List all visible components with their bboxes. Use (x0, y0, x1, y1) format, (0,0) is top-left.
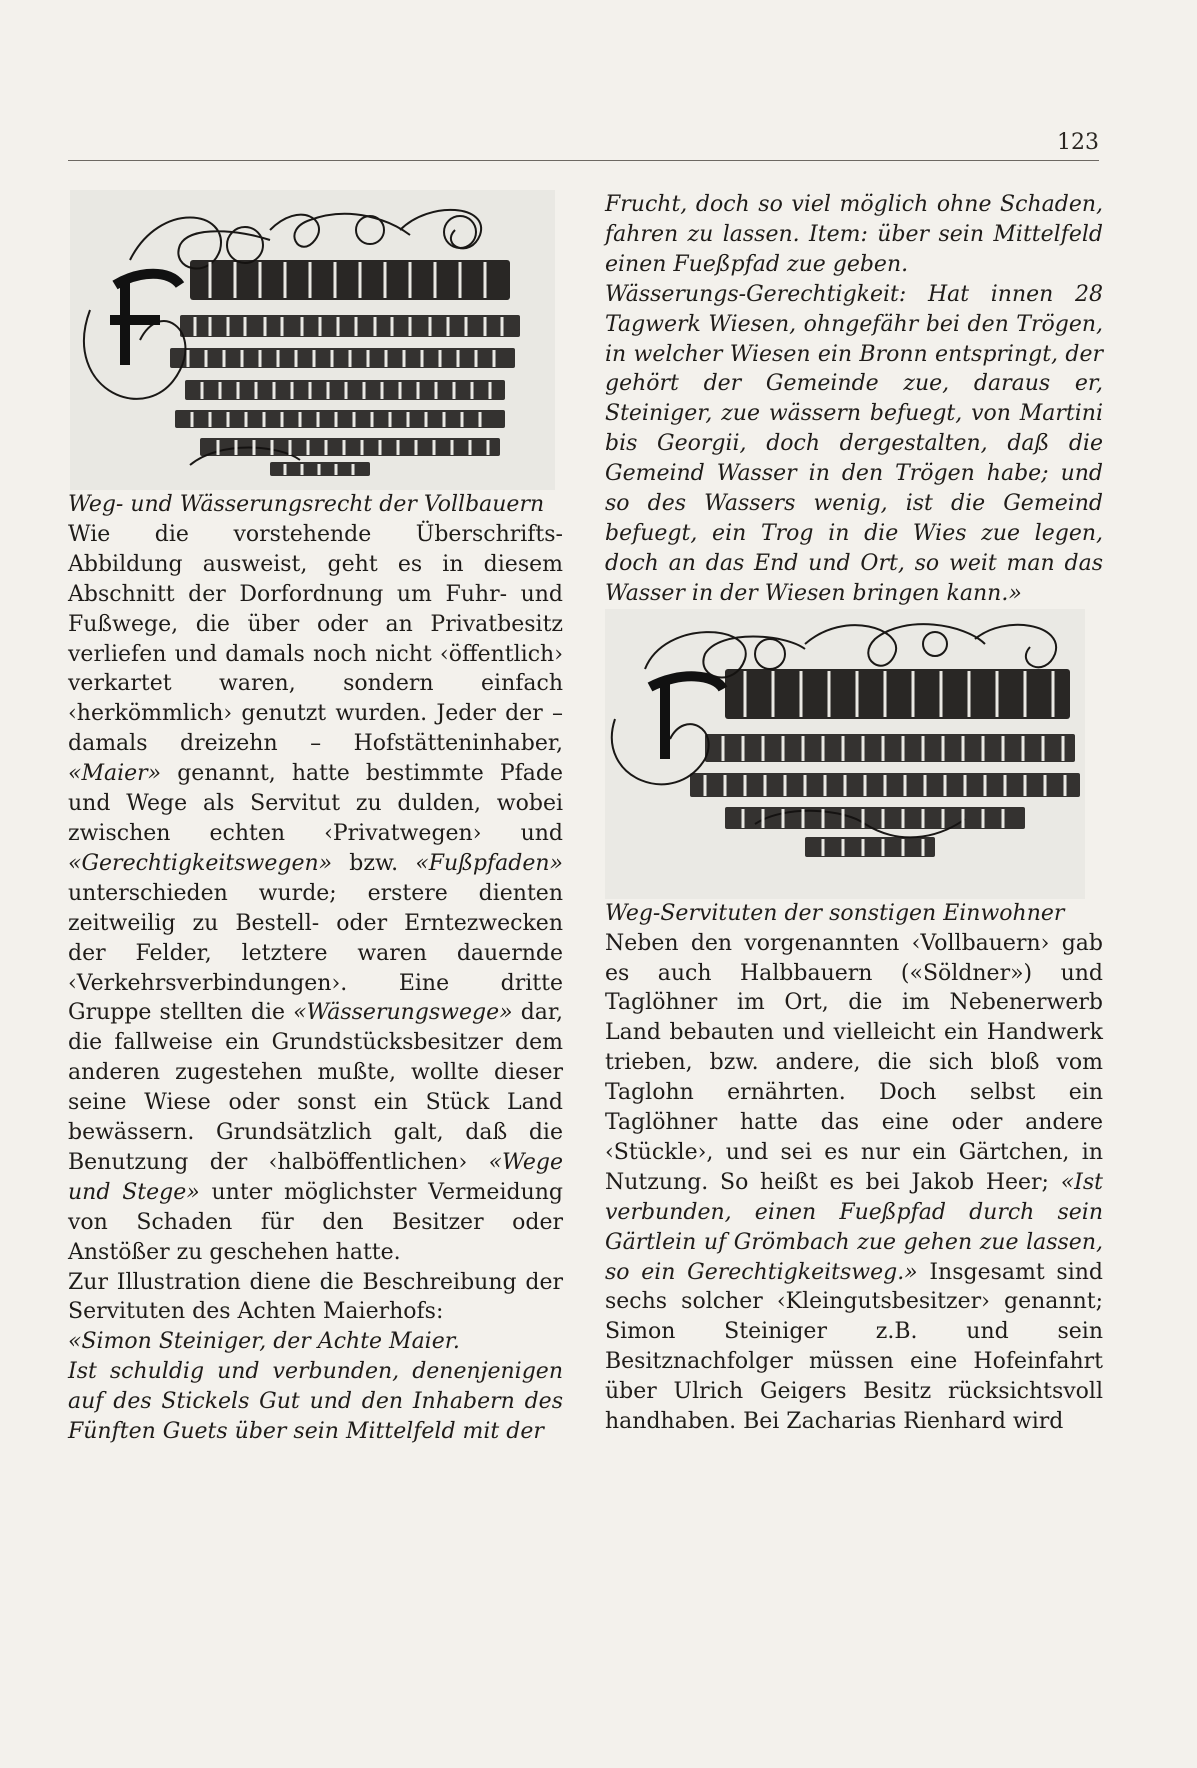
quote-continuation: Frucht, doch so viel möglich ohne Schaden, fahren zu lassen. Item: über sein Mittelfeld einen Fueßpfad zue geben. (605, 192, 1103, 277)
calligraphy-illustration-2 (605, 609, 1085, 899)
blackletter-heading-image-2 (605, 609, 1085, 899)
emphasis-fusspfaden: «Fußpfaden» (415, 850, 563, 876)
right-column (605, 190, 1103, 1437)
left-column (68, 190, 563, 1447)
figure-caption-2: Weg-Servituten der sonstigen Einwohner (605, 900, 1065, 926)
blackletter-heading-image-1 (70, 190, 555, 490)
emphasis-heer-quote: «Ist verbunden, einen Fueßpfad durch sein Gärtlein uf Grömbach zue gehen zue lassen, so ein Gerechtigkeitsweg.» (605, 1169, 1103, 1285)
figure-caption-1: Weg- und Wässerungsrecht der Vollbauern (68, 492, 545, 517)
page-number: 123 (1057, 130, 1099, 155)
body-paragraph-1 (68, 520, 563, 1268)
text-run: bzw. (332, 850, 416, 876)
calligraphy-illustration-1 (70, 190, 555, 490)
text-run: Neben den vorgenannten ‹Vollbauern› gab es auch Halbbauern («Söldner») und Taglöhner im Ort, die im Nebenerwerb Land bebauten und vielleicht ein Handwerk trieben, bzw. andere, die sich bloß vom Taglohn ernährten. Doch selbst ein Taglöhner hatte das eine oder andere ‹Stückle›, und sei es nur ein Gärtchen, in Nutzung. So heißt es bei Jakob Heer; (605, 930, 1103, 1195)
text-run: unter möglichster Vermeidung von Schaden für den Besitzer oder Anstößer zu geschehen hatte. (68, 1179, 563, 1265)
text-run: genannt, hatte bestimmte Pfade und Wege als Servitut zu dulden, wobei zwischen echten ‹Privatwegen› und (68, 761, 563, 846)
header-rule (68, 160, 1099, 161)
body-paragraph-3 (605, 929, 1103, 1437)
emphasis-waesserungswege: «Wässerungswege» (293, 1000, 513, 1026)
emphasis-wege-und-stege: «Wege und Stege» (68, 1149, 563, 1205)
quote-line-1: «Simon Steiniger, der Achte Maier. (68, 1329, 460, 1355)
text-run: dar, die fallweise ein Grundstücksbesitzer dem anderen zugestehen mußte, wollte dieser seine Wiese oder sonst ein Stück Land bewässern. Grundsätzlich galt, daß die Benutzung der ‹halböffentlichen› (68, 1000, 563, 1175)
text-run: Wie die vorstehende Überschrifts-Abbildung ausweist, geht es in diesem Abschnitt der Dorfordnung um Fuhr- und Fußwege, die über oder an Privatbesitz verliefen und damals noch nicht ‹öffentlich› verkartet waren, sondern einfach ‹herkömmlich› genutzt wurden. Jeder der – damals dreizehn – Hofstätteninhaber, (68, 521, 563, 757)
text-run: unterschieden wurde; erstere dienten zeitweilig zu Bestell- oder Erntezwecken der Felder, letztere waren dauernde ‹Verkehrsverbindungen›. Eine dritte Gruppe stellten die (68, 880, 563, 1026)
emphasis-gerechtigkeitswegen: «Gerechtigkeitswegen» (68, 850, 333, 876)
body-paragraph-2: Zur Illustration diene die Beschreibung der Servituten des Achten Maierhofs: (68, 1269, 563, 1325)
text-run: Insgesamt sind sechs solcher ‹Kleingutsbesitzer› genannt; Simon Steiniger z.B. und sein Besitznachfolger müssen eine Hofeinfahrt über Ulrich Geigers Besitz rücksichtsvoll handhaben. Bei Zacharias Rienhard wird (605, 1259, 1103, 1435)
quote-line-2: Ist schuldig und verbunden, denenjenigen auf des Stickels Gut und den Inhabern des Fünften Guets über sein Mittelfeld mit der (68, 1359, 563, 1445)
emphasis-maier: «Maier» (68, 761, 162, 787)
quote-waesserung: Wässerungs-Gerechtigkeit: Hat innen 28 Tagwerk Wiesen, ohngefähr bei den Trögen, in welcher Wiesen ein Bronn entspringt, der gehört der Gemeinde zue, daraus er, Steiniger, zue wässern befuegt, von Martini bis Georgii, doch dergestalten, daß die Gemeind Wasser in den Trögen habe; und so des Wassers wenig, ist die Gemeind befuegt, ein Trog in die Wies zue legen, doch an das End und Ort, so weit man das Wasser in der Wiesen bringen kann.» (605, 281, 1103, 606)
